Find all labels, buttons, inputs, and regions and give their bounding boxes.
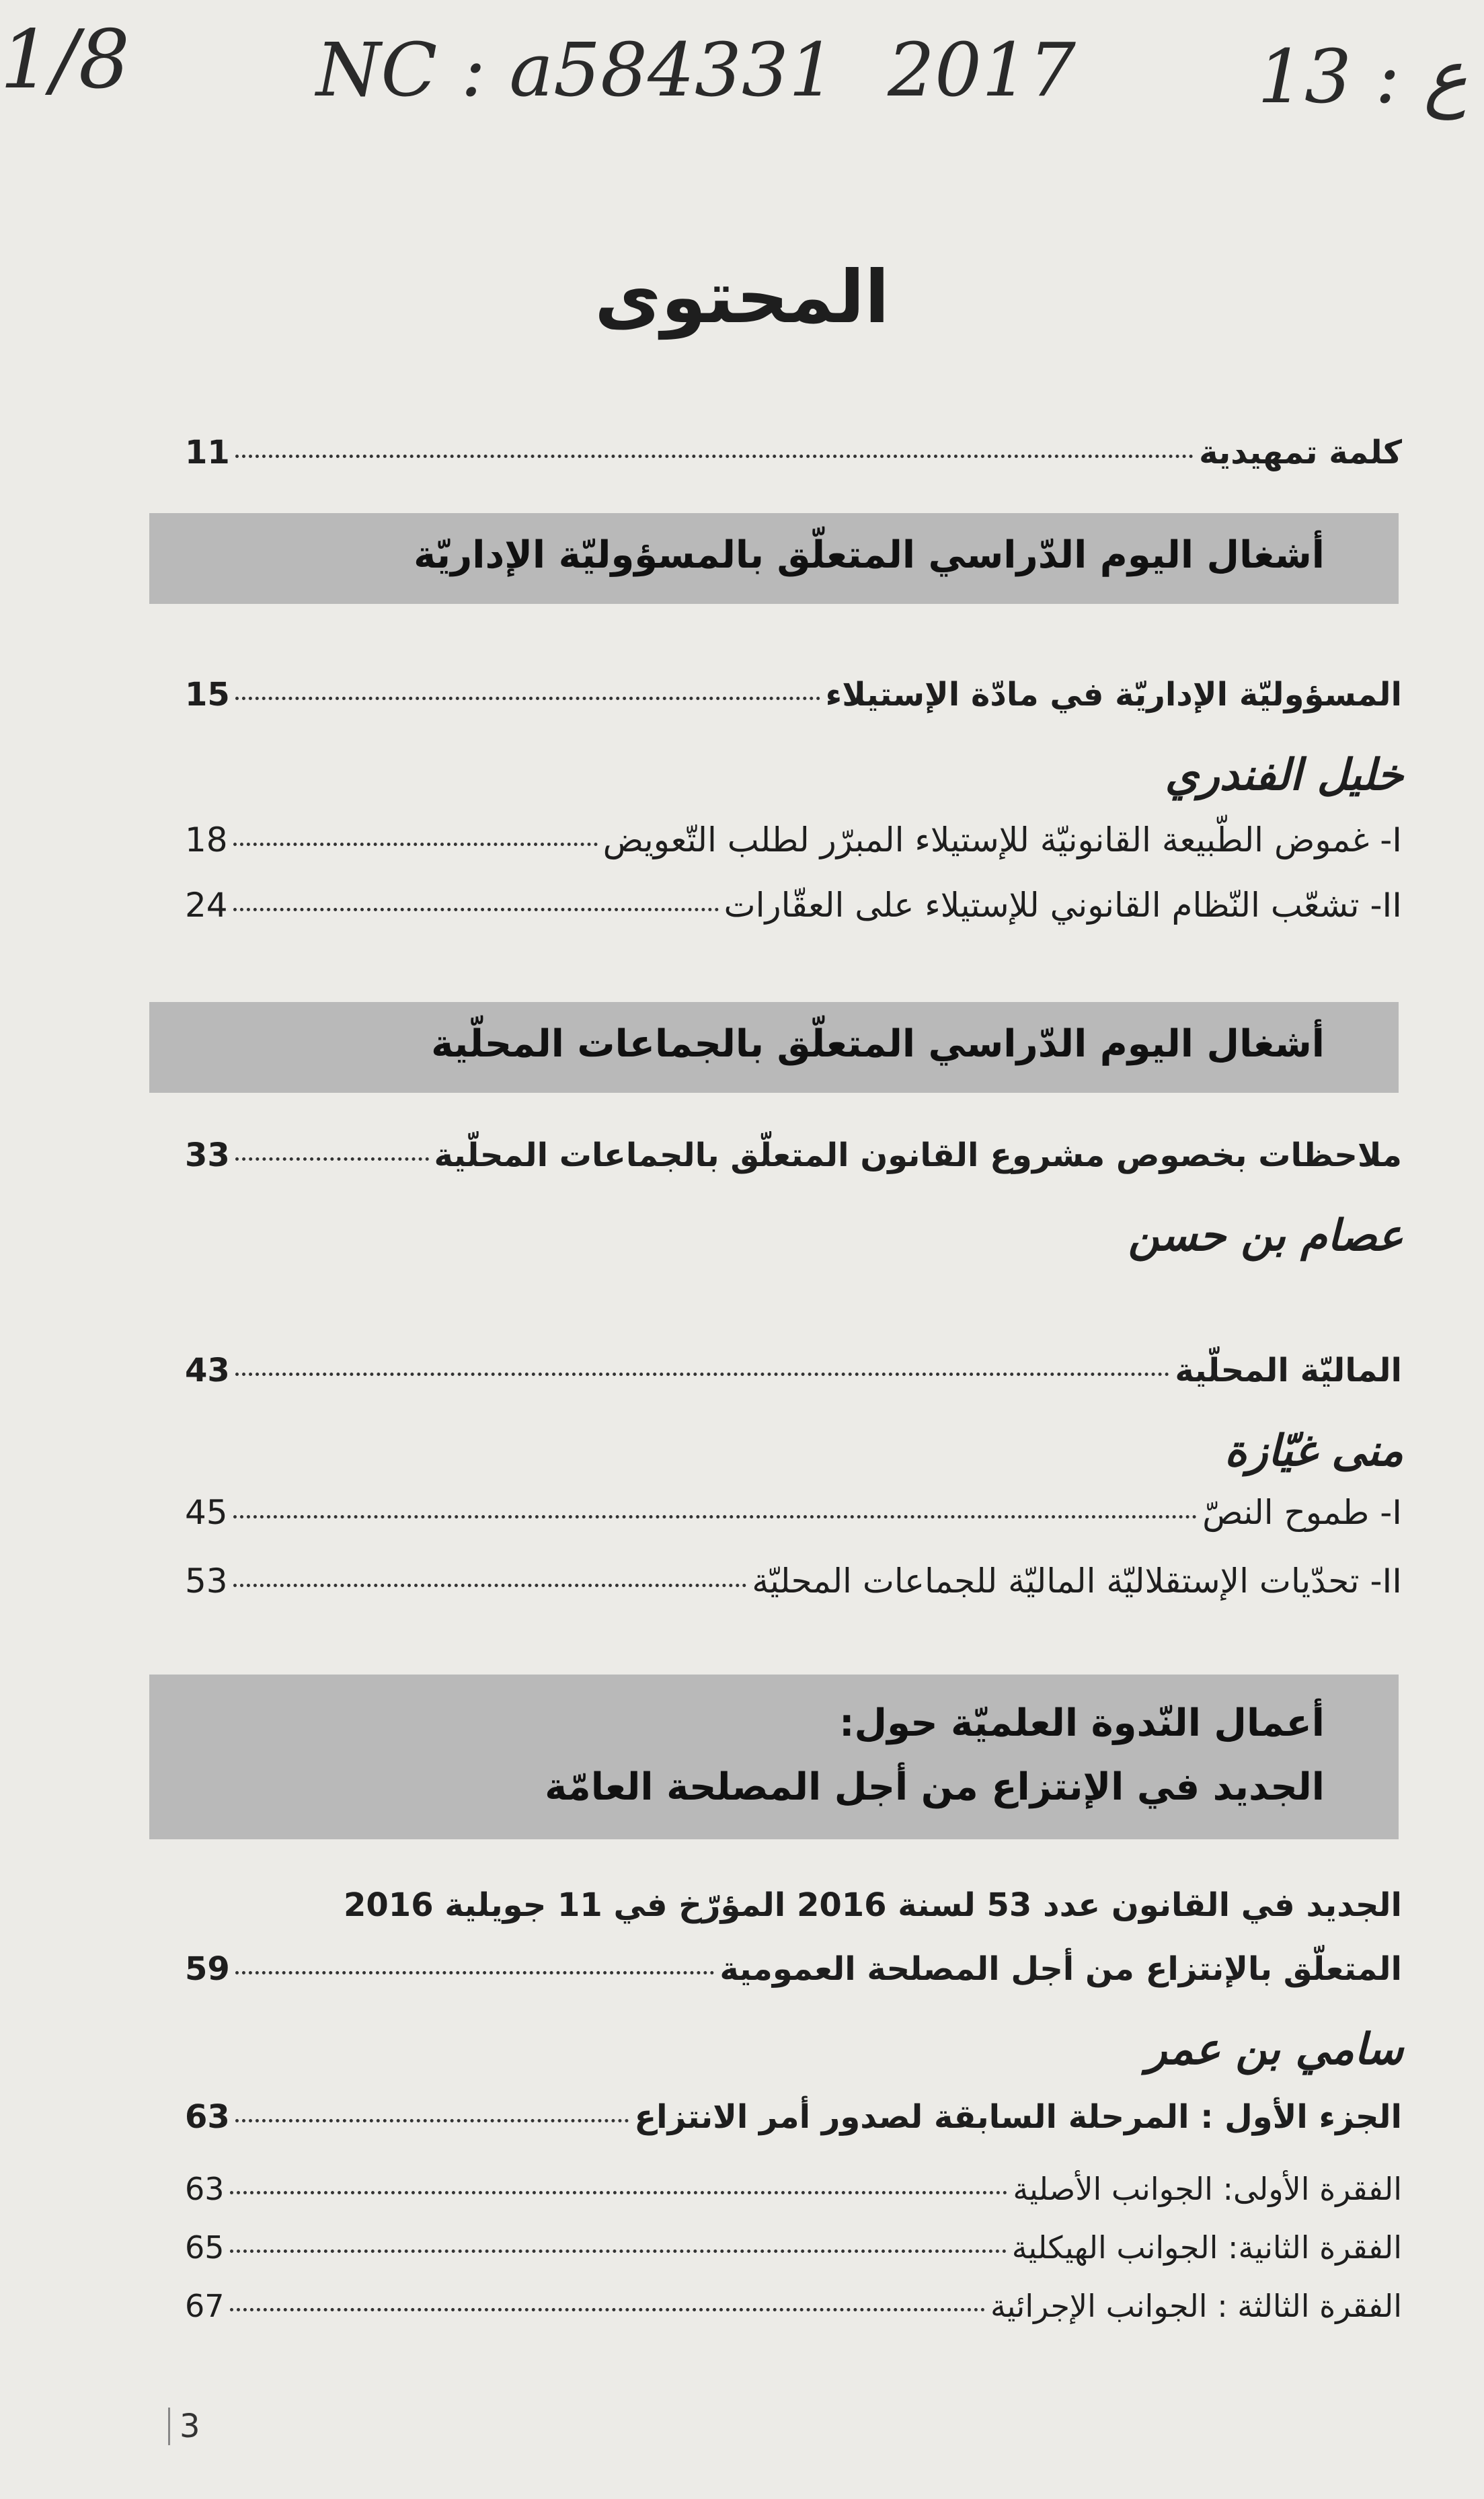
dot-leader bbox=[230, 2250, 1007, 2253]
toc-row-item[interactable] bbox=[185, 2288, 1402, 2324]
toc-page: 63 bbox=[185, 2098, 230, 2136]
toc-label: II- تحدّيات الإستقلاليّة الماليّة للجماعات المحليّة bbox=[752, 1562, 1402, 1601]
toc-label: ملاحظات بخصوص مشروع القانون المتعلّق بالجماعات المحلّية bbox=[434, 1137, 1402, 1174]
toc-article-line1: الجديد في القانون عدد 53 لسنة 2016 المؤرّخ في 11 جويلية 2016 bbox=[344, 1886, 1402, 1924]
section-title-line1: أعمال النّدوة العلميّة حول: bbox=[839, 1701, 1325, 1745]
handwritten-year: 2017 bbox=[888, 27, 1076, 113]
dot-leader bbox=[235, 1373, 1170, 1376]
toc-label: I- غموض الطّبيعة القانونيّة للإستيلاء المبرّر لطلب التّعويض bbox=[602, 820, 1402, 859]
section-title-line2: الجديد في الإنتزاع من أجل المصلحة العامّة bbox=[545, 1765, 1325, 1809]
dot-leader bbox=[235, 1971, 715, 1974]
toc-label: المسؤوليّة الإداريّة في مادّة الإستيلاء bbox=[825, 676, 1402, 714]
page-number: 3 bbox=[168, 2408, 200, 2445]
toc-page: 67 bbox=[185, 2288, 225, 2324]
page-title: المحتوى bbox=[594, 256, 890, 340]
section-title: أشغال اليوم الدّراسي المتعلّق بالمسؤوليّة الإداريّة bbox=[414, 533, 1325, 577]
toc-row-item[interactable] bbox=[185, 820, 1402, 859]
toc-label: المتعلّق بالإنتزاع من أجل المصلحة العمومية bbox=[719, 1950, 1402, 1988]
toc-label: الفقرة الثانية: الجوانب الهيكلية bbox=[1011, 2229, 1402, 2266]
dot-leader bbox=[235, 2119, 629, 2122]
toc-row-item[interactable] bbox=[185, 2229, 1402, 2266]
toc-page: 45 bbox=[185, 1493, 228, 1532]
toc-page: 63 bbox=[185, 2171, 225, 2207]
dot-leader bbox=[233, 1515, 1198, 1518]
toc-row-article[interactable] bbox=[185, 1137, 1402, 1174]
toc-page: 15 bbox=[185, 676, 230, 714]
section-title: أشغال اليوم الدّراسي المتعلّق بالجماعات المحلّية bbox=[431, 1022, 1325, 1066]
dot-leader bbox=[230, 2308, 985, 2311]
toc-row-article[interactable] bbox=[185, 676, 1402, 714]
section-band-1 bbox=[149, 513, 1399, 604]
author-name: منى غيّازة bbox=[1224, 1426, 1403, 1476]
author-name: خليل الفندري bbox=[1165, 750, 1403, 800]
toc-label: II- تشعّب النّظام القانوني للإستيلاء على العقّارات bbox=[724, 886, 1402, 925]
toc-label: الفقرة الأولى: الجوانب الأصلية bbox=[1013, 2171, 1402, 2207]
toc-row-item[interactable] bbox=[185, 1562, 1402, 1601]
section-band-3 bbox=[149, 1675, 1399, 1839]
toc-label: الفقرة الثالثة : الجوانب الإجرائية bbox=[990, 2288, 1402, 2324]
toc-page: 11 bbox=[185, 434, 230, 471]
toc-page: 65 bbox=[185, 2229, 225, 2266]
toc-row-article[interactable] bbox=[185, 1352, 1402, 1389]
dot-leader bbox=[235, 697, 820, 700]
toc-page: 33 bbox=[185, 1137, 230, 1174]
toc-label: كلمة تمهيدية bbox=[1199, 434, 1402, 471]
author-name: عصام بن حسن bbox=[1128, 1210, 1403, 1261]
toc-row-item[interactable] bbox=[185, 886, 1402, 925]
dot-leader bbox=[233, 843, 598, 846]
toc-label: الجزء الأول : المرحلة السابقة لصدور أمر الانتزاع bbox=[634, 2098, 1402, 2136]
handwritten-code: 13 : ع bbox=[1257, 34, 1468, 120]
toc-page: 24 bbox=[185, 886, 228, 925]
toc-row-intro[interactable] bbox=[185, 434, 1402, 471]
toc-page: 18 bbox=[185, 820, 228, 859]
toc-row-item[interactable] bbox=[185, 2171, 1402, 2207]
toc-page: 43 bbox=[185, 1352, 230, 1389]
toc-page: 59 bbox=[185, 1950, 230, 1988]
author-name: سامي بن عمر bbox=[1146, 2024, 1403, 2075]
toc-label: I- طموح النصّ bbox=[1202, 1493, 1402, 1532]
handwritten-fraction: 1/8 bbox=[0, 13, 130, 107]
toc-page: 53 bbox=[185, 1562, 228, 1601]
handwritten-nc-number: NC : a584331 bbox=[316, 27, 836, 113]
dot-leader bbox=[233, 1584, 747, 1587]
toc-label: الماليّة المحلّية bbox=[1175, 1352, 1402, 1389]
toc-row-article[interactable] bbox=[185, 1950, 1402, 1988]
dot-leader bbox=[233, 908, 719, 911]
section-band-2 bbox=[149, 1002, 1399, 1093]
dot-leader bbox=[235, 1157, 429, 1161]
dot-leader bbox=[230, 2191, 1008, 2194]
dot-leader bbox=[235, 455, 1194, 458]
toc-row-item[interactable] bbox=[185, 1493, 1402, 1532]
toc-row-part[interactable] bbox=[185, 2098, 1402, 2136]
